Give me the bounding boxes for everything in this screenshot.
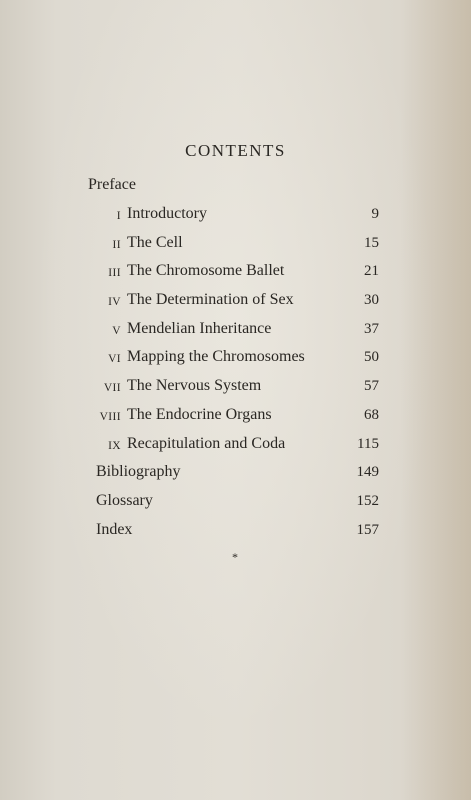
toc-entry-chapter-4: [0, 290, 471, 319]
page-number: 15: [364, 234, 379, 251]
toc-entry-chapter-3: [0, 261, 471, 290]
table-of-contents: [0, 204, 471, 548]
toc-entry-chapter-9: [0, 434, 471, 463]
chapter-numeral: VI: [108, 353, 121, 366]
contents-heading: CONTENTS: [185, 141, 286, 160]
toc-entry-chapter-1: [0, 204, 471, 233]
page-number: 9: [371, 206, 379, 222]
back-matter-title: Bibliography: [96, 463, 181, 481]
chapter-title: The Cell: [127, 233, 183, 251]
toc-entry-chapter-6: [0, 347, 471, 376]
chapter-title: The Determination of Sex: [127, 291, 294, 309]
toc-entry-chapter-2: [0, 233, 471, 262]
page-number: 30: [364, 292, 379, 309]
chapter-title: The Endocrine Organs: [127, 405, 272, 423]
preface-entry: Preface: [88, 176, 136, 193]
chapter-numeral: VII: [103, 382, 121, 395]
chapter-numeral: VIII: [99, 410, 121, 423]
page-number: 37: [364, 320, 379, 337]
chapter-title: The Nervous System: [127, 377, 262, 395]
chapter-numeral: IX: [108, 439, 121, 452]
chapter-numeral: IV: [108, 296, 121, 309]
page-number: 21: [364, 263, 379, 280]
chapter-title: Recapitulation and Coda: [127, 434, 286, 452]
page-number: 157: [356, 521, 379, 538]
chapter-title: Mapping the Chromosomes: [127, 348, 305, 366]
page-number: 57: [364, 378, 379, 395]
star-ornament: *: [232, 550, 238, 564]
back-matter-title: Glossary: [96, 491, 153, 509]
chapter-title: The Chromosome Ballet: [127, 262, 285, 280]
toc-entry-bibliography: [0, 462, 471, 491]
page-number: 115: [357, 435, 379, 452]
chapter-title: Mendelian Inheritance: [127, 319, 272, 337]
chapter-numeral: II: [112, 238, 121, 251]
page-number: 50: [364, 349, 379, 366]
toc-entry-chapter-5: [0, 319, 471, 348]
toc-entry-chapter-8: [0, 405, 471, 434]
page-number: 68: [364, 406, 379, 423]
chapter-numeral: V: [112, 324, 121, 337]
toc-entry-chapter-7: [0, 376, 471, 405]
back-matter-title: Index: [96, 520, 133, 538]
page-number: 152: [356, 492, 379, 509]
chapter-title: Introductory: [127, 205, 207, 222]
toc-entry-index: [0, 520, 471, 549]
chapter-numeral: III: [108, 267, 121, 280]
chapter-numeral: I: [116, 210, 121, 222]
page-number: 149: [356, 464, 379, 481]
toc-entry-glossary: [0, 491, 471, 520]
